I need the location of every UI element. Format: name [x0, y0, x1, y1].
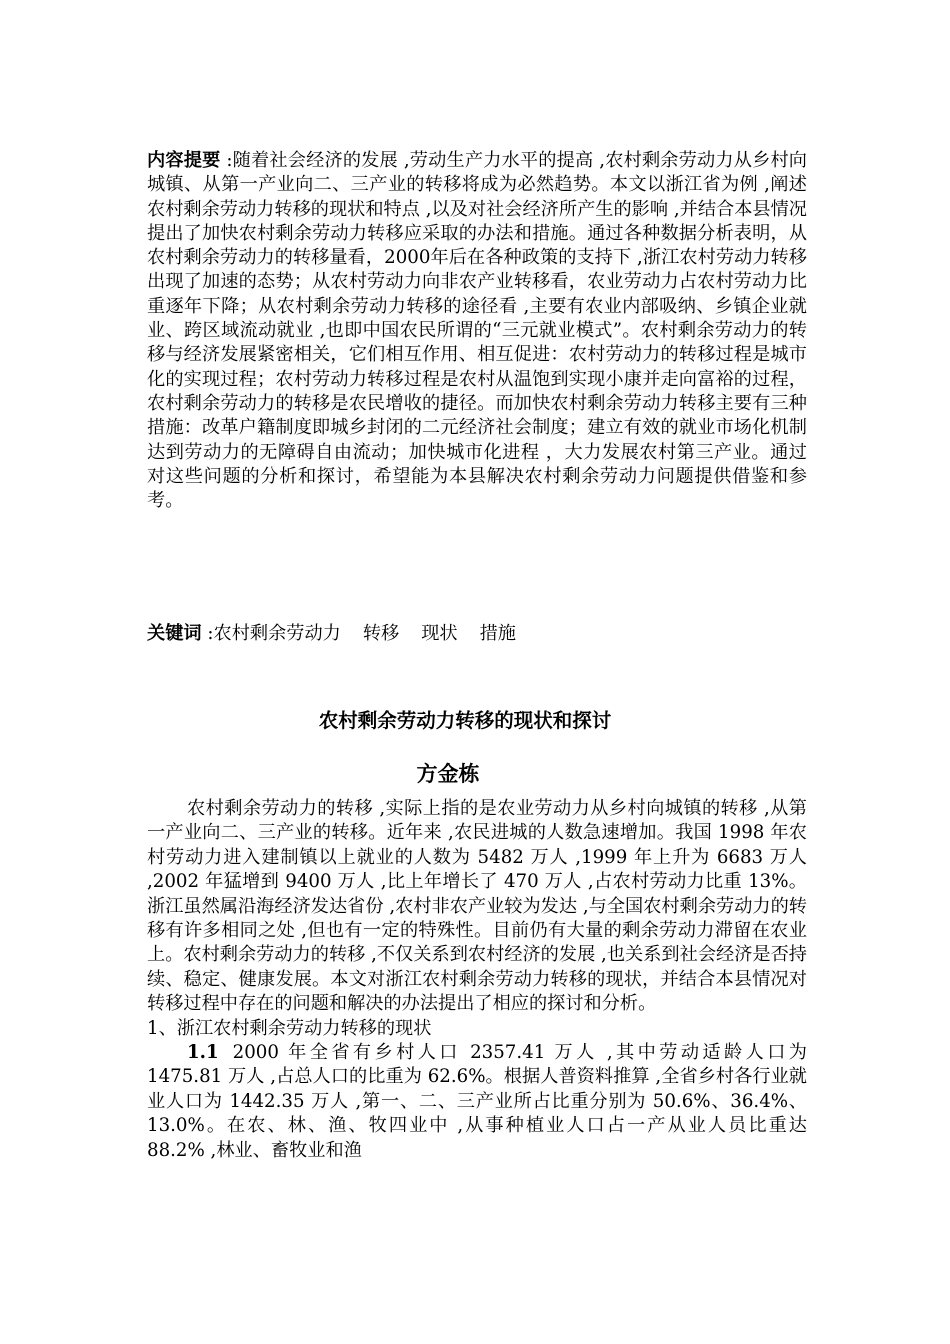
- article-body: [147, 797, 807, 1163]
- intro-paragraph: 农村剩余劳动力的转移 ,实际上指的是农业劳动力从乡村向城镇的转移 ,从第一产业向二、三产业的转移。近年来 ,农民进城的人数急速增加。我国 1998 年农村劳动力进入建制镇以上就业的人数为 5482 万人 ,1999 年上升为 6683 万人 ,2002 年猛增到 9400 万人 ,比上年增长了 470 万人 ,占农村劳动力比重 13%。浙江虽然属沿海经济发达省份 ,农村非农产业较为发达 ,与全国农村剩余劳动力的转移有许多相同之处 ,但也有一定的特殊性。目前仍有大量的剩余劳动力滞留在农业上。农村剩余劳动力的转移 ,不仅关系到农村经济的发展 ,也关系到社会经济是否持续、稳定、健康发展。本文对浙江农村剩余劳动力转移的现状，并结合本县情况对转移过程中存在的问题和解决的办法提出了相应的探讨和分析。: [147, 798, 807, 1015]
- abstract-label: 内容提要: [147, 150, 221, 171]
- keywords-label: 关键词: [147, 623, 202, 644]
- abstract-paragraph: [147, 149, 807, 513]
- keyword-item: 农村剩余劳动力: [213, 623, 341, 644]
- subsection-number: 1.1: [187, 1042, 219, 1064]
- subsection-text: 2000 年全省有乡村人口 2357.41 万人 ,其中劳动适龄人口为 1475.81 万人 ,占总人口的比重为 62.6%。根据人普资料推算 ,全省乡村各行业就业人口为 1442.35 万人 ,第一、二、三产业所占比重分别为 50.6%、36.4%、13.0%。在农、林、渔、牧四业中 ,从事种植业人口占一产从业人员比重达 88.2% ,林业、畜牧业和渔: [147, 1042, 807, 1161]
- author-name: 方金栋: [416, 762, 480, 786]
- section-heading: 1、浙江农村剩余劳动力转移的现状: [147, 1017, 432, 1039]
- keyword-item: 现状: [421, 623, 458, 644]
- article-title: 农村剩余劳动力转移的现状和探讨: [318, 709, 612, 732]
- keywords-separator: :: [201, 623, 214, 644]
- keyword-item: 转移: [362, 623, 400, 644]
- keyword-item: 措施: [479, 623, 516, 644]
- abstract-text: :随着社会经济的发展 ,劳动生产力水平的提高 ,农村剩余劳动力从乡村向城镇、从第一产业向二、三产业的转移将成为必然趋势。本文以浙江省为例 ,阐述农村剩余劳动力转移的现状和特点 ,以及对社会经济所产生的影响 ,并结合本县情况提出了加快农村剩余劳动力转移应采取的办法和措施。通过各种数据分析表明，从农村剩余劳动力的转移量看，2000年后在各种政策的支持下 ,浙江农村劳动力转移出现了加速的态势；从农村劳动力向非农产业转移看，农业劳动力占农村劳动力比重逐年下降；从农村剩余劳动力转移的途径看 ,主要有农业内部吸纳、乡镇企业就业、跨区域流动就业 ,也即中国农民所谓的“三元就业模式”。农村剩余劳动力的转移与经济发展紧密相关，它们相互作用、相互促进：农村劳动力的转移过程是城市化的实现过程；农村劳动力转移过程是农村从温饱到实现小康并走向富裕的过程，农村剩余劳动力的转移是农民增收的捷径。而加快农村剩余劳动力转移主要有三种措施：改革户籍制度即城乡封闭的二元经济社会制度；建立有效的就业市场化机制达到劳动力的无障碍自由流动；加快城市化进程 ，大力发展农村第三产业。通过对这些问题的分析和探讨，希望能为本县解决农村剩余劳动力问题提供借鉴和参考。: [147, 150, 807, 512]
- subsection-paragraph: [147, 1041, 807, 1163]
- keywords-line: [147, 622, 807, 646]
